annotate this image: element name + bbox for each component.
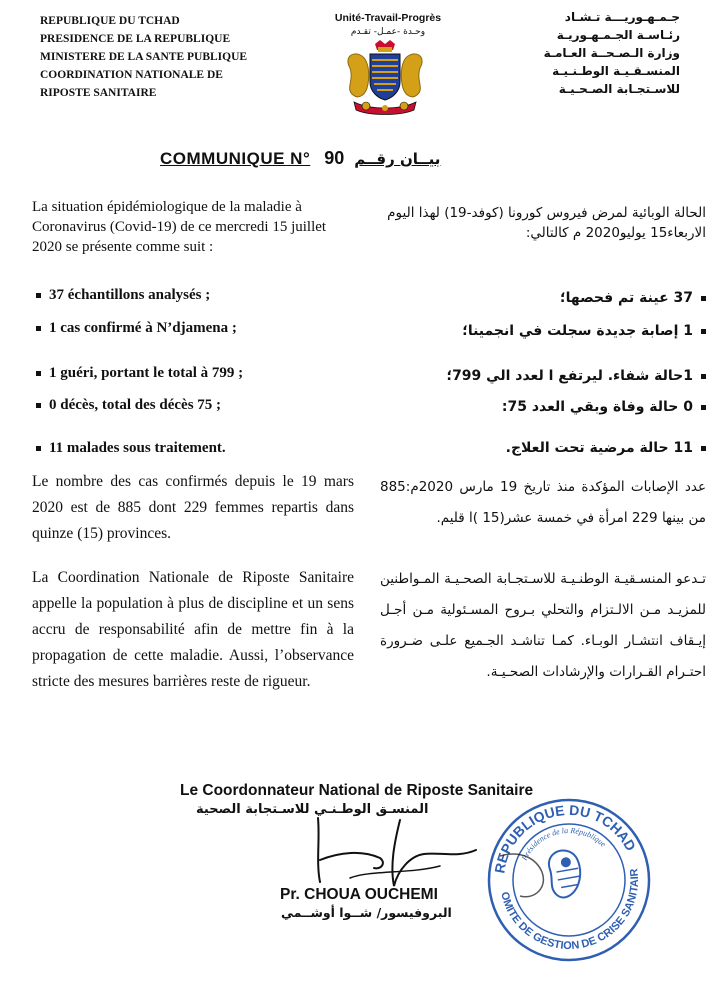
bullet-item-fr: 0 décès, total des décès 75 ; — [36, 397, 221, 414]
svg-text:COMITE DE GESTION DE CRISE SAN — [480, 796, 653, 964]
signatory-name-fr: Pr. CHOUA OUCHEMI — [280, 886, 438, 903]
appeal-ar: تـدعو المنسـقيـة الوطنـيـة للاسـتجـابة الصحـيـة المـواطنين للمزيـد مـن الالـتزام والتحلي بـروح المسـئولية مـن أجـل إيـقاف انتشـار الوبـاء. كمـا تناشـد الجـميع علـى ضـرورة احتـرام القـرارات والإرشادات الصحـيـة. — [380, 571, 706, 680]
header-right-line: المنسـقـيـة الوطـنـيـة — [552, 64, 680, 78]
summary-fr: Le nombre des cas confirmés depuis le 19 mars 2020 est de 885 dont 229 femmes repartis dans quinze (15) provinces. — [32, 473, 354, 542]
coat-of-arms-icon — [330, 38, 440, 120]
stamp-bottom-text: COMITE DE GESTION DE CRISE SANITAIRE — [498, 867, 642, 953]
summary-ar: عدد الإصابات المؤكدة منذ تاريخ 19 مارس 2020م:885 من بينها 229 امرأة في خمسة عشر(15 )ا قليم. — [380, 479, 706, 526]
intro-ar: الحالة الوبائية لمرض فيروس كورونا (كوفد-19) لهذا اليوم الاربعاء15 يوليو2020 م كالتالي: — [387, 205, 706, 241]
bullet-icon — [36, 446, 41, 451]
bullet-icon — [36, 293, 41, 298]
communique-title — [160, 148, 560, 169]
header-left-line: RIPOSTE SANITAIRE — [40, 87, 157, 99]
bullet-item-fr: 1 cas confirmé à N’djamena ; — [36, 320, 237, 337]
svg-text:REPUBLIQUE DU TCHAD — [481, 796, 640, 877]
appeal-fr: La Coordination Nationale de Riposte Sanitaire appelle la population à plus de discipline et un sens accru de responsabilité afin de mettre fin à la propagation de cette maladie. Aussi, l’observance stricte des mesures barrières reste de rigueur. — [32, 569, 354, 690]
bullet-icon — [701, 374, 706, 379]
bullet-icon — [701, 329, 706, 334]
header-right-line: رئـاسـة الجـمـهـوريـة — [556, 28, 680, 42]
signatory-title-fr: Le Coordonnateur National de Riposte Sanitaire — [180, 782, 534, 799]
stamp-top-text: REPUBLIQUE DU TCHAD — [491, 801, 640, 875]
stamp-inner-text: Présidence de la République — [519, 825, 608, 862]
bullet-item-ar: 1 إصابة جديدة سجلت في انجمينا؛ — [462, 323, 706, 339]
bullet-icon — [701, 405, 706, 410]
header-right-block — [480, 8, 680, 98]
bullet-icon — [701, 446, 706, 451]
bullet-item-fr: 37 échantillons analysés ; — [36, 287, 210, 304]
communique-number: 90 — [324, 148, 345, 168]
communique-title-ar: بيــان رقــم — [354, 150, 441, 168]
header-left-line: MINISTERE DE LA SANTE PUBLIQUE — [40, 51, 248, 63]
signatory-title-ar: المنسـق الوطـنـي للاسـتجابة الصحية — [196, 802, 429, 817]
header-right-line: وزارة الـصـحــة العـامـة — [543, 46, 680, 60]
bullet-item-ar: 0 حالة وفاة وبقي العدد 75: — [502, 399, 706, 415]
bullet-item-ar: 1حالة شفاء. ليرتفع ا لعدد الي 799؛ — [446, 368, 706, 384]
bullet-icon — [36, 326, 41, 331]
header-left-block — [40, 12, 300, 102]
header-left-line: PRESIDENCE DE LA REPUBLIQUE — [40, 33, 231, 45]
bullet-icon — [36, 371, 41, 376]
header-right-line: للاسـتجـابة الصـحـيـة — [558, 82, 680, 96]
bullet-item-ar: 37 عينة تم فحصها؛ — [560, 290, 706, 306]
header-left-line: COORDINATION NATIONALE DE — [40, 69, 223, 81]
header-right-line: جـمـهـوريـــة تـشـاد — [564, 10, 680, 24]
national-motto-ar: وحـدة -عمـل- تقـدم — [350, 27, 426, 37]
national-motto-fr: Unité-Travail-Progrès — [334, 12, 442, 24]
bullet-item-fr: 11 malades sous traitement. — [36, 440, 226, 457]
official-stamp-icon — [480, 796, 658, 964]
bullet-icon — [701, 296, 706, 301]
bullet-icon — [36, 403, 41, 408]
intro-fr: La situation épidémiologique de la maladie à Coronavirus (Covid-19) de ce mercredi 15 juillet 2020 se présente comme suit : — [32, 199, 327, 255]
handwritten-signature — [290, 800, 490, 900]
bullet-item-fr: 1 guéri, portant le total à 799 ; — [36, 365, 243, 382]
bullet-item-ar: 11 حالة مرضية تحت العلاج. — [506, 440, 706, 456]
communique-title-fr: COMMUNIQUE N° — [160, 149, 311, 168]
signatory-name-ar: البروفيسور/ شــوا أوشــمي — [281, 905, 452, 920]
header-left-line: REPUBLIQUE DU TCHAD — [40, 15, 180, 27]
